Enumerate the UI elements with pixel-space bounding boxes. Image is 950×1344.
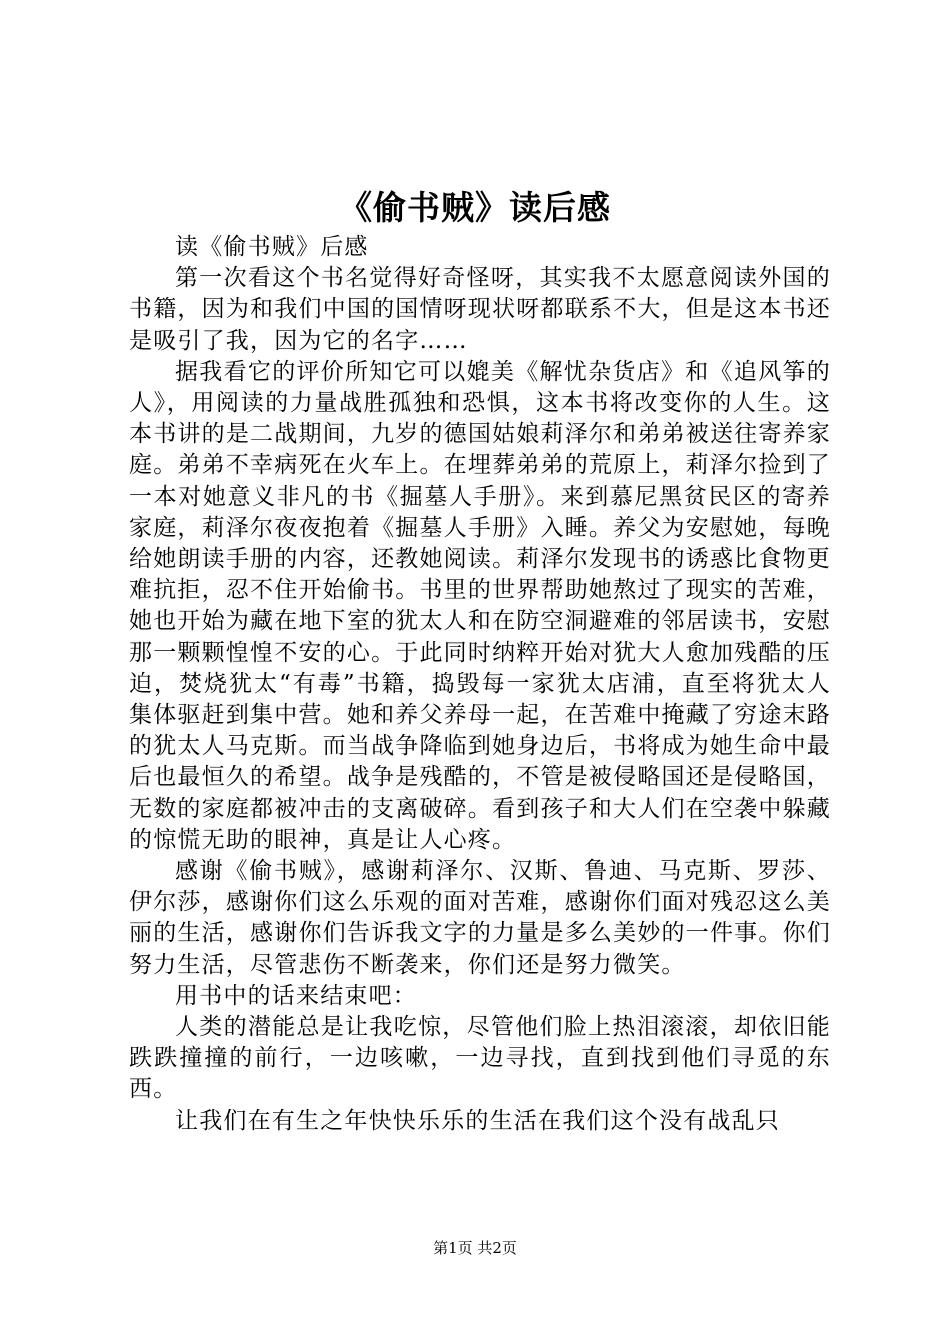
paragraph: 感谢《偷书贼》，感谢莉泽尔、汉斯、鲁迪、马克斯、罗莎、伊尔莎，感谢你们这么乐观的面对苦难，感谢你们面对残忍这么美丽的生活，感谢你们告诉我文字的力量是多么美妙的一件事。你们努力生活，尽管悲伤不断袭来，你们还是努力微笑。 [129, 858, 831, 978]
paragraph: 让我们在有生之年快快乐乐的生活在我们这个没有战乱只 [175, 1107, 780, 1134]
document-title: 《偷书贼》读后感 [339, 188, 611, 227]
paragraph: 读《偷书贼》后感 [175, 234, 369, 260]
paragraph: 第一次看这个书名觉得好奇怪呀，其实我不太愿意阅读外国的书籍，因为和我们中国的国情呀现状呀都联系不大，但是这本书还是吸引了我，因为它的名字…… [129, 265, 831, 354]
paragraph: 据我看它的评价所知它可以媲美《解忧杂货店》和《追风筝的人》，用阅读的力量战胜孤独和恐惧，这本书将改变你的人生。这本书讲的是二战期间，九岁的德国姑娘莉泽尔和弟弟被送往寄养家庭。弟弟不幸病死在火车上。在埋葬弟弟的荒原上，莉泽尔捡到了一本对她意义非凡的书《掘墓人手册》。来到慕尼黑贫民区的寄养家庭，莉泽尔夜夜抱着《掘墓人手册》入睡。养父为安慰她，每晚给她朗读手册的内容，还教她阅读。莉泽尔发现书的诱惑比食物更难抗拒，忍不住开始偷书。书里的世界帮助她熬过了现实的苦难，她也开始为藏在地下室的犹太人和在防空洞避难的邻居读书，安慰那一颗颗惶惶不安的心。于此同时纳粹开始对犹大人愈加残酷的压迫，焚烧犹太“有毒”书籍，捣毁每一家犹太店浦，直至将犹太人集体驱赶到集中营。她和养父养母一起，在苦难中掩藏了穷途末路的犹太人马克斯。而当战争降临到她身边后，书将成为她生命中最后也最恒久的希望。战争是残酷的，不管是被侵略国还是侵略国，无数的家庭都被冲击的支离破碎。看到孩子和大人们在空袭中躲藏的惊慌无助的眼神，真是让人心疼。 [129, 358, 831, 853]
document-body [129, 232, 831, 1137]
page-footer: 第1页 共2页 [433, 1239, 517, 1257]
paragraph: 用书中的话来结束吧： [175, 982, 417, 1009]
paragraph: 人类的潜能总是让我吃惊，尽管他们脸上热泪滚滚，却依旧能跌跌撞撞的前行，一边咳嗽，一边寻找，直到找到他们寻觅的东西。 [129, 1014, 831, 1103]
